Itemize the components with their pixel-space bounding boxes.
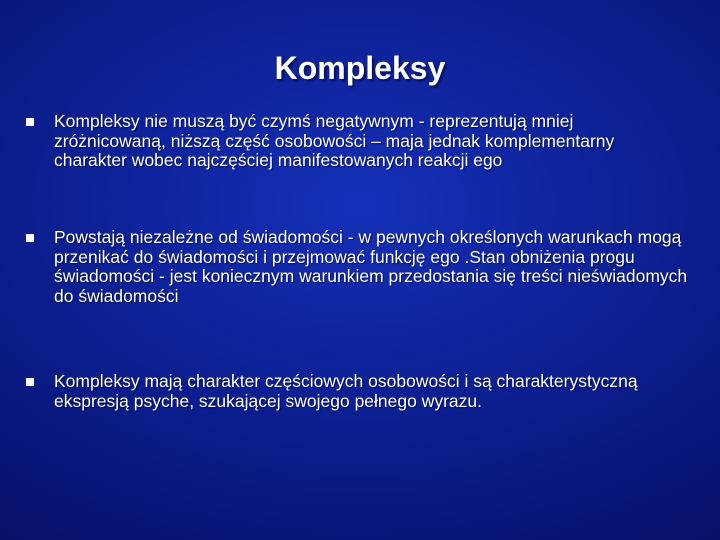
slide-title: Kompleksy [274, 50, 446, 86]
square-bullet-icon [26, 378, 34, 386]
square-bullet-icon [26, 234, 34, 242]
bullet-text: Kompleksy nie muszą być czymś negatywnym - reprezentują mniej zróżnicowaną, niższą część osobowości – maja jednak komplementarny charakter wobec najczęściej manifestowanych reakcji ego [54, 111, 615, 170]
bullet-text: Kompleksy mają charakter częściowych osobowości i są charakterystyczną ekspresją psyche, szukającej swojego pełnego wyrazu. [54, 371, 638, 411]
square-bullet-icon [26, 118, 34, 126]
bullet-text: Powstają niezależne od świadomości - w pewnych określonych warunkach mogą przenikać do świadomości i przejmować funkcję ego .Stan obniżenia progu świadomości - jest koniecznym warunkiem przedostania się treści nieświadomych do świadomości [54, 227, 688, 306]
